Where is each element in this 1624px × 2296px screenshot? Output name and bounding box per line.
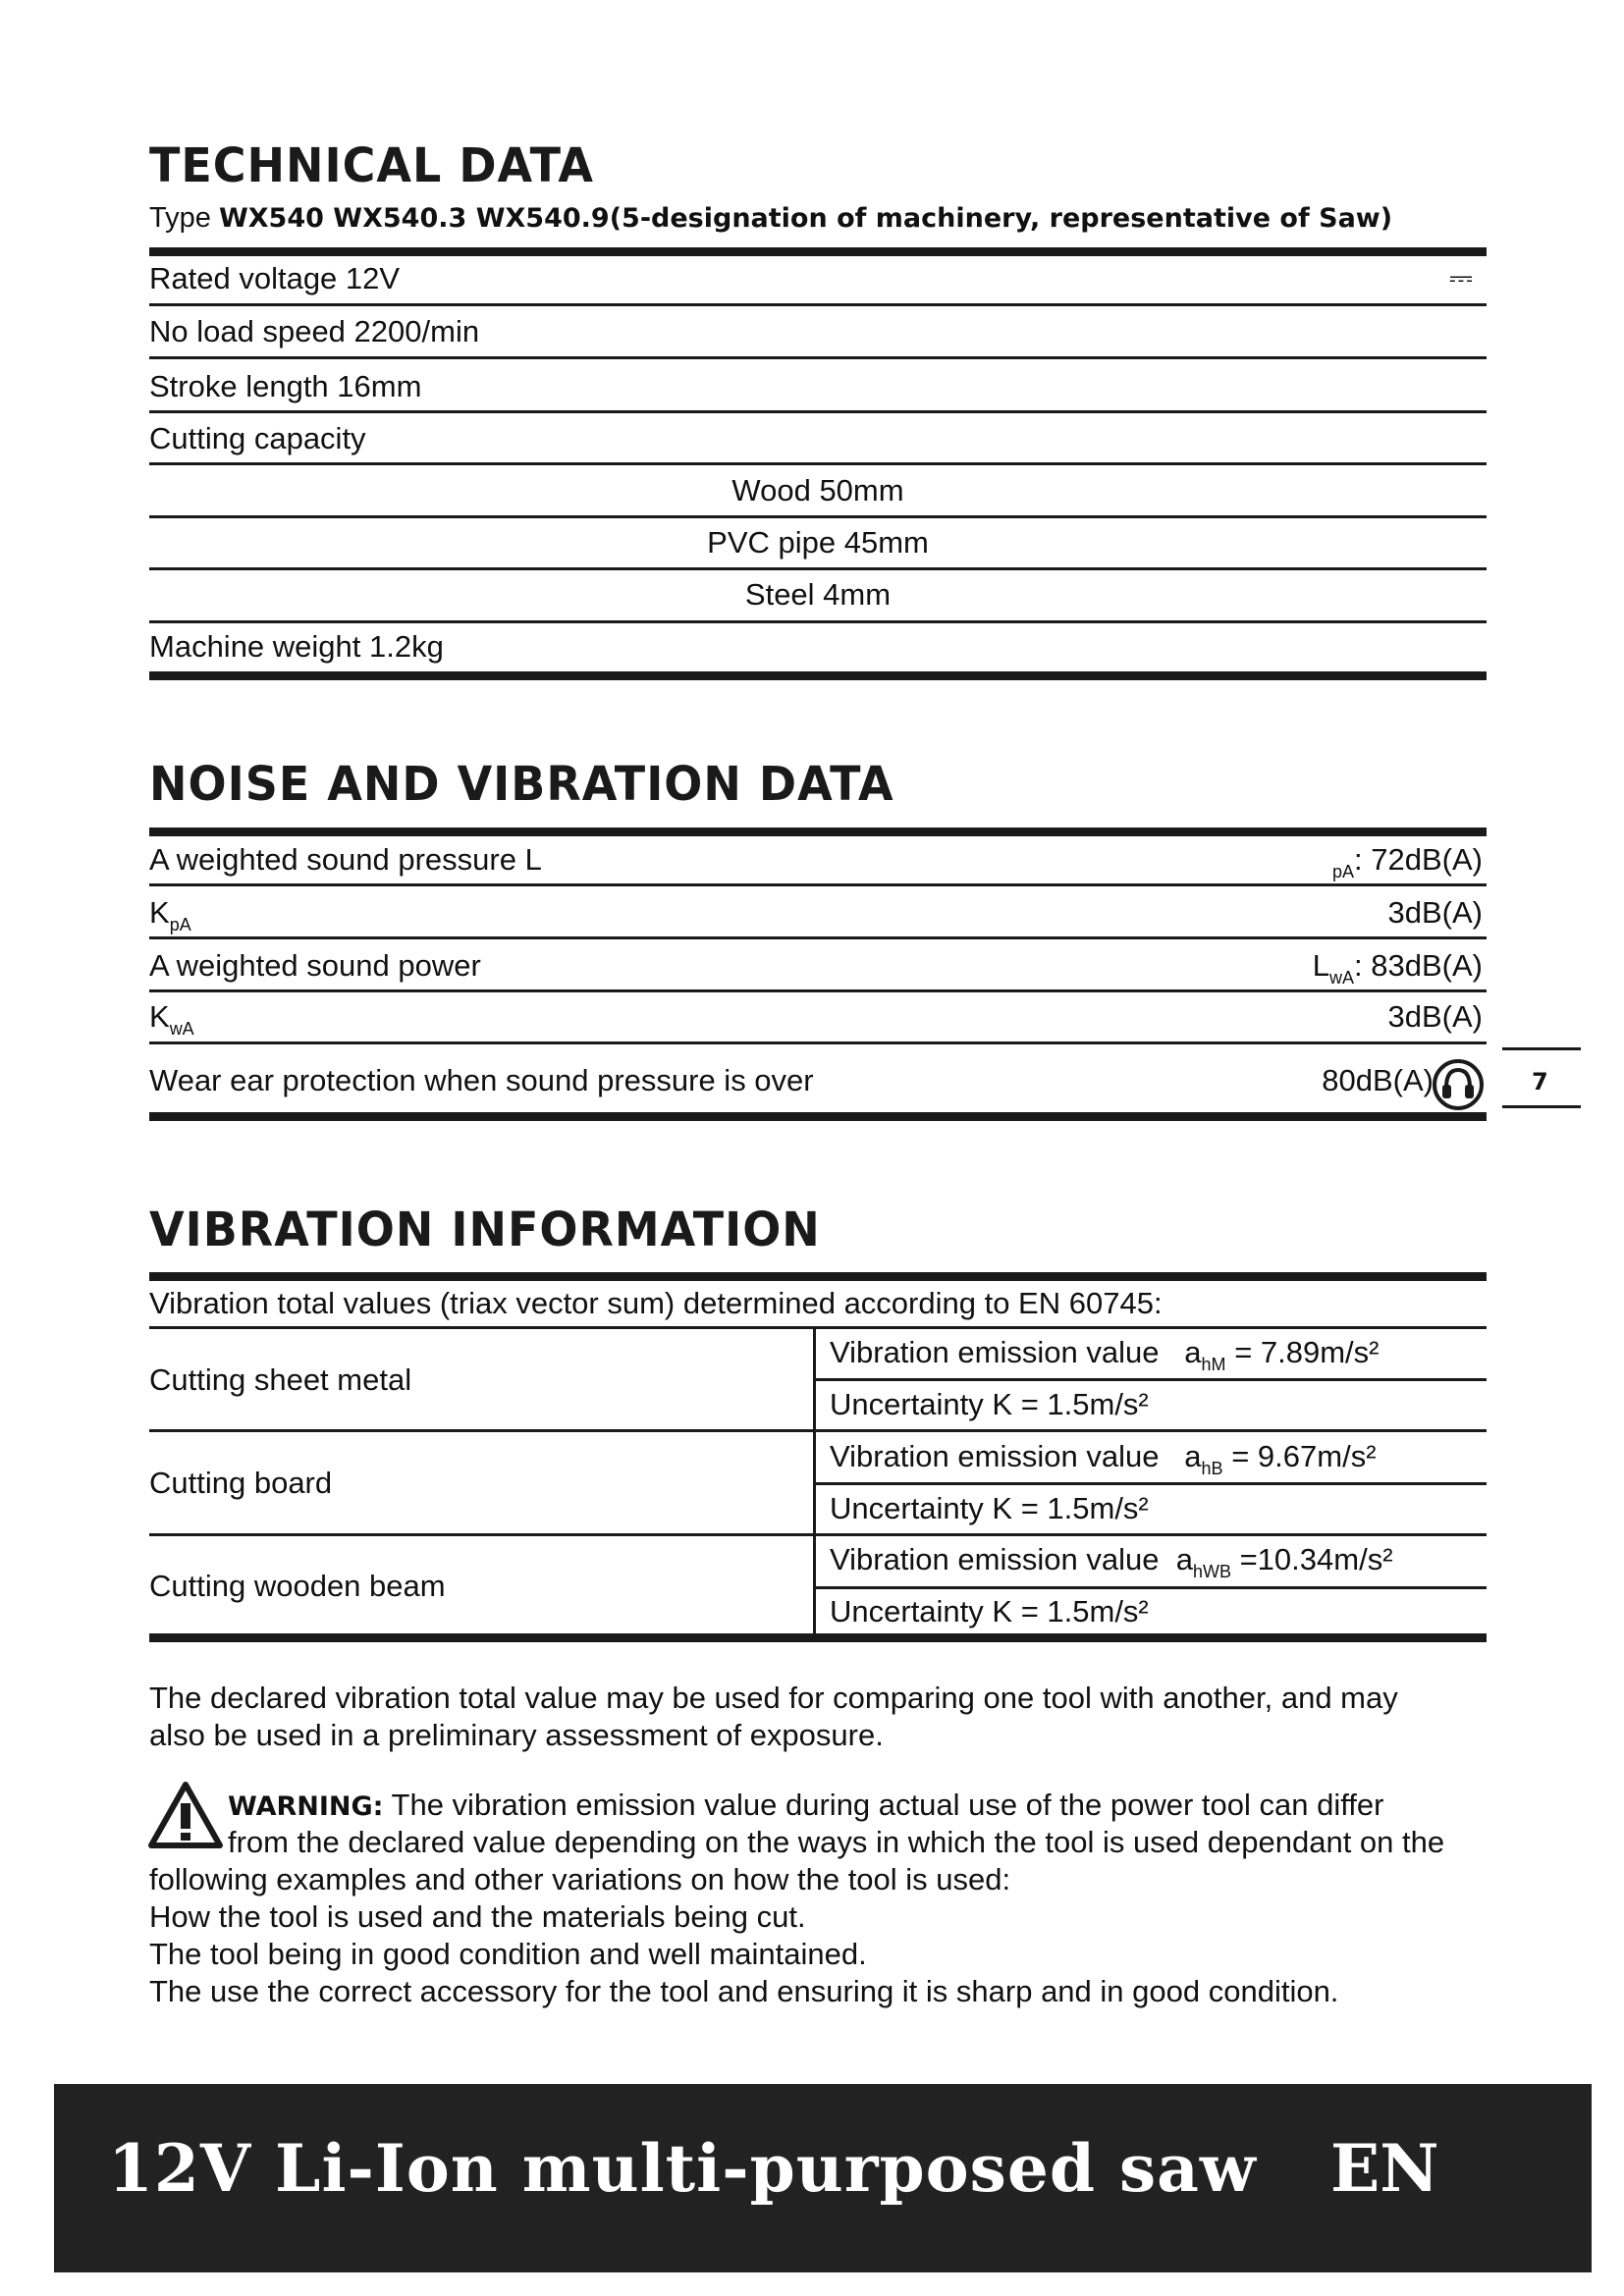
uncertainty: Uncertainty K = 1.5m/s² bbox=[830, 1387, 1149, 1421]
noise-row-label: A weighted sound power bbox=[149, 948, 481, 983]
emission-value: = 9.67m/s² bbox=[1231, 1439, 1377, 1473]
row-divider bbox=[149, 1326, 1487, 1329]
subscript: pA bbox=[1332, 862, 1355, 881]
type-label: Type bbox=[149, 202, 211, 234]
machine-weight: Machine weight 1.2kg bbox=[149, 629, 444, 664]
vibration-bottom-rule bbox=[149, 1633, 1487, 1642]
noise-row-value: 3dB(A) bbox=[1387, 895, 1483, 930]
rated-voltage: Rated voltage 12V bbox=[149, 261, 401, 295]
example-2: The tool being in good condition and well maintained. bbox=[149, 1937, 867, 1971]
example-1: How the tool is used and the materials being cut. bbox=[149, 1899, 806, 1934]
row-divider bbox=[149, 303, 1487, 306]
row-divider bbox=[813, 1586, 1487, 1589]
technical-data-heading: TECHNICAL DATA bbox=[149, 137, 594, 193]
vibration-task: Cutting sheet metal bbox=[149, 1362, 412, 1397]
uncertainty: Uncertainty K = 1.5m/s² bbox=[830, 1491, 1149, 1525]
emission-cell bbox=[830, 1540, 1393, 1591]
footer-language: EN bbox=[1330, 2130, 1439, 2207]
row-divider bbox=[149, 1533, 1487, 1536]
no-load-speed: No load speed 2200/min bbox=[149, 314, 480, 348]
noise-row-value: 80dB(A) bbox=[1322, 1063, 1434, 1097]
declared-line-1: The declared vibration total value may be used for comparing one tool with another, and may bbox=[149, 1681, 1398, 1715]
subscript: hWB bbox=[1192, 1562, 1231, 1581]
row-divider bbox=[149, 1041, 1487, 1044]
subscript: pA bbox=[169, 915, 191, 934]
noise-bottom-rule bbox=[149, 1112, 1487, 1121]
type-value: WX540 WX540.3 WX540.9(5-designation of machinery, representative of Saw) bbox=[218, 203, 1393, 234]
ear-protection-icon bbox=[1432, 1058, 1485, 1111]
row-divider bbox=[149, 462, 1487, 465]
emission-label: Vibration emission value bbox=[830, 1542, 1160, 1576]
footer-title: 12V Li-Ion multi-purposed saw bbox=[108, 2130, 1257, 2207]
cutting-capacity: Cutting capacity bbox=[149, 421, 366, 455]
vibration-heading: VIBRATION INFORMATION bbox=[149, 1201, 821, 1257]
value-text: : 83dB(A) bbox=[1354, 948, 1483, 983]
subscript: wA bbox=[169, 1019, 194, 1039]
emission-label: Vibration emission value bbox=[830, 1335, 1160, 1369]
row-divider bbox=[149, 883, 1487, 886]
value-text: : 72dB(A) bbox=[1354, 842, 1483, 877]
uncertainty: Uncertainty K = 1.5m/s² bbox=[830, 1594, 1149, 1629]
label-text: K bbox=[149, 999, 170, 1034]
dc-symbol-icon: ⎓ bbox=[1449, 262, 1473, 294]
row-divider bbox=[149, 936, 1487, 939]
stroke-length: Stroke length 16mm bbox=[149, 369, 422, 403]
warning-triangle-icon bbox=[147, 1780, 224, 1850]
noise-row-value: 3dB(A) bbox=[1387, 999, 1483, 1034]
row-divider bbox=[149, 515, 1487, 518]
row-divider bbox=[149, 620, 1487, 623]
capacity-pvc: PVC pipe 45mm bbox=[707, 525, 929, 560]
page-tab-rule bbox=[1502, 1105, 1581, 1108]
warning-line-3: following examples and other variations on how the tool is used: bbox=[149, 1862, 1011, 1896]
noise-row-label: A weighted sound pressure L bbox=[149, 842, 542, 877]
capacity-wood: Wood 50mm bbox=[731, 473, 904, 507]
noise-heading: NOISE AND VIBRATION DATA bbox=[149, 756, 894, 812]
table-top-rule bbox=[149, 247, 1487, 256]
symbol: a bbox=[1184, 1439, 1202, 1473]
type-line bbox=[149, 202, 1392, 235]
subscript: wA bbox=[1329, 968, 1355, 988]
emission-value: = 7.89m/s² bbox=[1234, 1335, 1380, 1369]
row-divider bbox=[149, 356, 1487, 359]
noise-top-rule bbox=[149, 828, 1487, 836]
vibration-task: Cutting wooden beam bbox=[149, 1569, 446, 1603]
vibration-top-rule bbox=[149, 1272, 1487, 1281]
label-text: K bbox=[149, 895, 170, 930]
noise-row-label: Wear ear protection when sound pressure is over bbox=[149, 1063, 814, 1097]
declared-line-2: also be used in a preliminary assessment of exposure. bbox=[149, 1718, 884, 1752]
symbol: a bbox=[1184, 1335, 1202, 1369]
row-divider bbox=[149, 989, 1487, 992]
subscript: hB bbox=[1201, 1459, 1223, 1478]
row-divider bbox=[149, 410, 1487, 413]
warning-line-1 bbox=[228, 1787, 1383, 1826]
warning-text: The vibration emission value during actual use of the power tool can differ bbox=[391, 1788, 1384, 1822]
page-tab-rule bbox=[1502, 1047, 1581, 1050]
row-divider bbox=[149, 1429, 1487, 1432]
subscript: hM bbox=[1201, 1355, 1226, 1374]
warning-line-2: from the declared value depending on the ways in which the tool is used dependant on the bbox=[228, 1825, 1445, 1859]
vibration-task: Cutting board bbox=[149, 1466, 333, 1500]
row-divider bbox=[149, 567, 1487, 570]
emission-label: Vibration emission value bbox=[830, 1439, 1160, 1473]
example-3: The use the correct accessory for the tool and ensuring it is sharp and in good condition. bbox=[149, 1974, 1339, 2008]
emission-cell bbox=[830, 1437, 1377, 1488]
vibration-intro: Vibration total values (triax vector sum) determined according to EN 60745: bbox=[149, 1286, 1163, 1320]
table-bottom-rule bbox=[149, 671, 1487, 680]
capacity-steel: Steel 4mm bbox=[744, 577, 892, 612]
warning-label: WARNING: bbox=[228, 1791, 384, 1822]
column-divider bbox=[813, 1326, 816, 1636]
row-divider bbox=[813, 1378, 1487, 1381]
emission-cell bbox=[830, 1333, 1380, 1384]
prefix: L bbox=[1312, 948, 1330, 983]
row-divider bbox=[813, 1482, 1487, 1485]
emission-value: =10.34m/s² bbox=[1239, 1542, 1393, 1576]
symbol: a bbox=[1175, 1542, 1193, 1576]
page-number: 7 bbox=[1532, 1068, 1548, 1095]
